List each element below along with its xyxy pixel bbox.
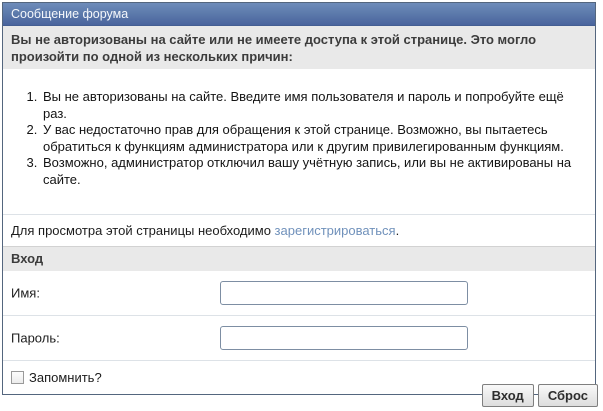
reasons-list <box>3 89 595 188</box>
reset-button[interactable]: Сброс <box>538 384 598 407</box>
login-section-header: Вход <box>3 246 595 271</box>
name-label: Имя: <box>11 285 40 301</box>
not-authorized-intro: Вы не авторизованы на сайте или не имеете доступа к этой странице. Это могло произойти по одной из нескольких причин: <box>3 26 595 69</box>
register-link[interactable]: зарегистрироваться <box>274 223 396 238</box>
password-row <box>3 316 595 360</box>
reason-item-3: 3. Возможно, администратор отключил вашу учётную запись, или вы не активированы на сайте. <box>41 155 585 188</box>
dialog-titlebar: Сообщение форума <box>3 3 595 26</box>
register-prompt <box>3 215 595 246</box>
register-prompt-suffix: . <box>395 223 400 238</box>
password-label: Пароль: <box>11 330 60 346</box>
login-button[interactable]: Вход <box>482 384 534 407</box>
remember-checkbox[interactable] <box>11 371 24 384</box>
forum-message-dialog <box>2 2 596 395</box>
name-input[interactable] <box>220 281 468 305</box>
remember-label: Запомнить? <box>29 370 102 385</box>
password-input[interactable] <box>220 326 468 350</box>
register-prompt-prefix: Для просмотра этой страницы необходимо <box>11 223 275 238</box>
reason-item-2: 2. У вас недостаточно прав для обращения к этой странице. Возможно, вы пытаетесь обратиться к функциям администратора или к другим привилегированным функциям. <box>41 122 585 155</box>
name-row <box>3 271 595 315</box>
dialog-buttons <box>482 384 598 407</box>
reason-item-1: 1. Вы не авторизованы на сайте. Введите имя пользователя и пароль и попробуйте ещё раз. <box>41 89 585 122</box>
